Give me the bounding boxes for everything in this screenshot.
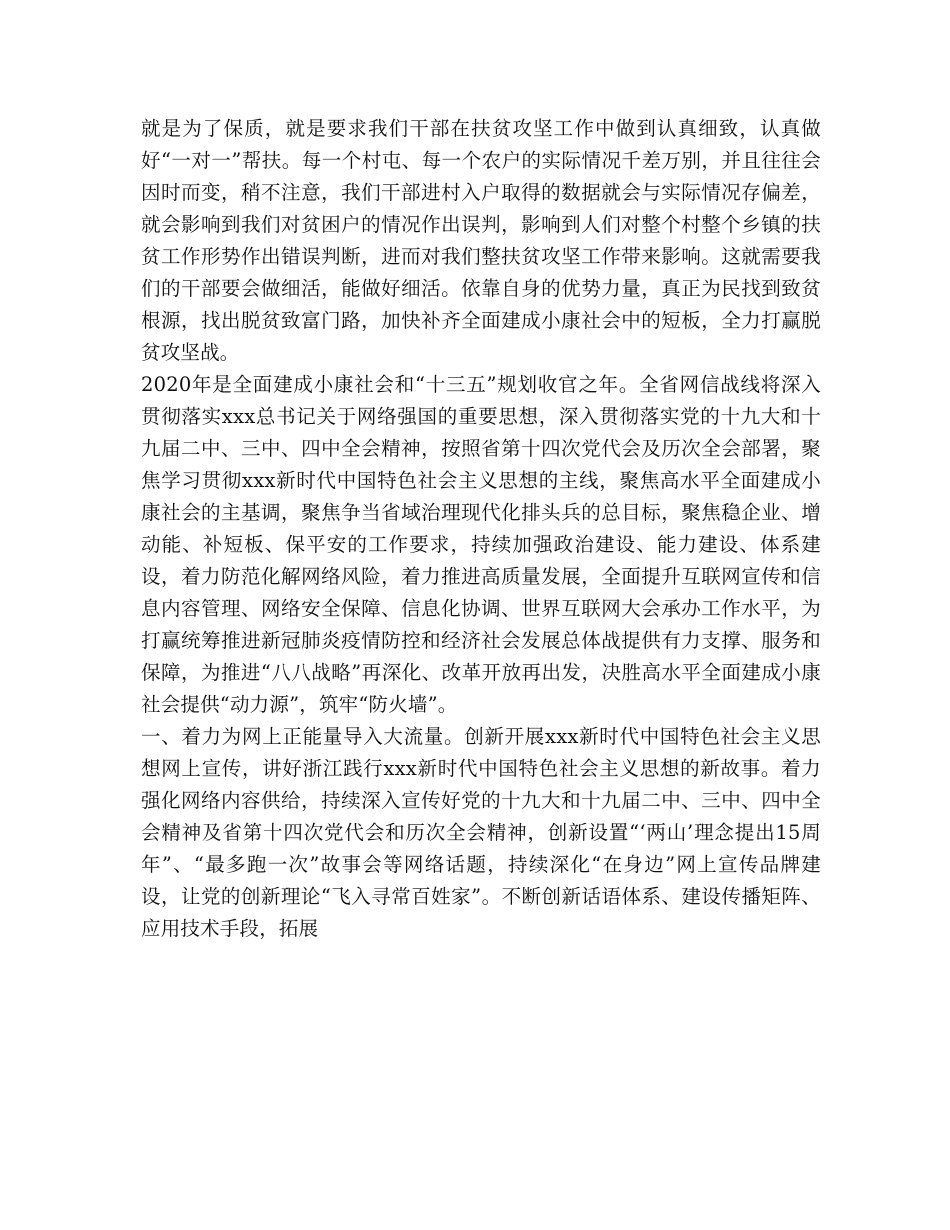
paragraph-2020-goals: 2020年是全面建成小康社会和“十三五”规划收官之年。全省网信战线将深入贯彻落实xxx总书记关于网络强国的重要思想，深入贯彻落实党的十九大和十九届二中、三中、四中全会精神，按照省第十四次党代会及历次全会部署，聚焦学习贯彻xxx新时代中国特色社会主义思想的主线，聚焦高水平全面建成小康社会的主基调，聚焦争当省域治理现代化排头兵的总目标，聚焦稳企业、增动能、补短板、保平安的工作要求，持续加强政治建设、能力建设、体系建设，着力防范化解网络风险，着力推进高质量发展，全面提升互联网宣传和信息内容管理、网络安全保障、信息化协调、世界互联网大会承办工作水平，为打赢统筹推进新冠肺炎疫情防控和经济社会发展总体战提供有力支撑、服务和保障，为推进“八八战略”再深化、改革开放再出发，决胜高水平全面建成小康社会提供“动力源”，筑牢“防火墙”。	[141, 373, 821, 716]
document-body	[141, 113, 821, 945]
paragraph-positive-energy: 一、着力为网上正能量导入大流量。创新开展xxx新时代中国特色社会主义思想网上宣传，讲好浙江践行xxx新时代中国特色社会主义思想的新故事。着力强化网络内容供给，持续深入宣传好党的十九大和十九届二中、三中、四中全会精神及省第十四次党代会和历次全会精神，创新设置“‘两山’理念提出15周年”、“最多跑一次”故事会等网络话题，持续深化“在身边”网上宣传品牌建设，让党的创新理论“飞入寻常百姓家”。不断创新话语体系、建设传播矩阵、应用技术手段，拓展	[141, 725, 821, 940]
paragraph-poverty-alleviation: 就是为了保质，就是要求我们干部在扶贫攻坚工作中做到认真细致，认真做好“一对一”帮扶。每一个村屯、每一个农户的实际情况千差万别，并且往往会因时而变，稍不注意，我们干部进村入户取得的数据就会与实际情况存偏差，就会影响到我们对贫困户的情况作出误判，影响到人们对整个村整个乡镇的扶贫工作形势作出错误判断，进而对我们整扶贫攻坚工作带来影响。这就需要我们的干部要会做细活，能做好细活。依靠自身的优势力量，真正为民找到致贫根源，找出脱贫致富门路，加快补齐全面建成小康社会中的短板，全力打赢脱贫攻坚战。	[141, 117, 821, 364]
